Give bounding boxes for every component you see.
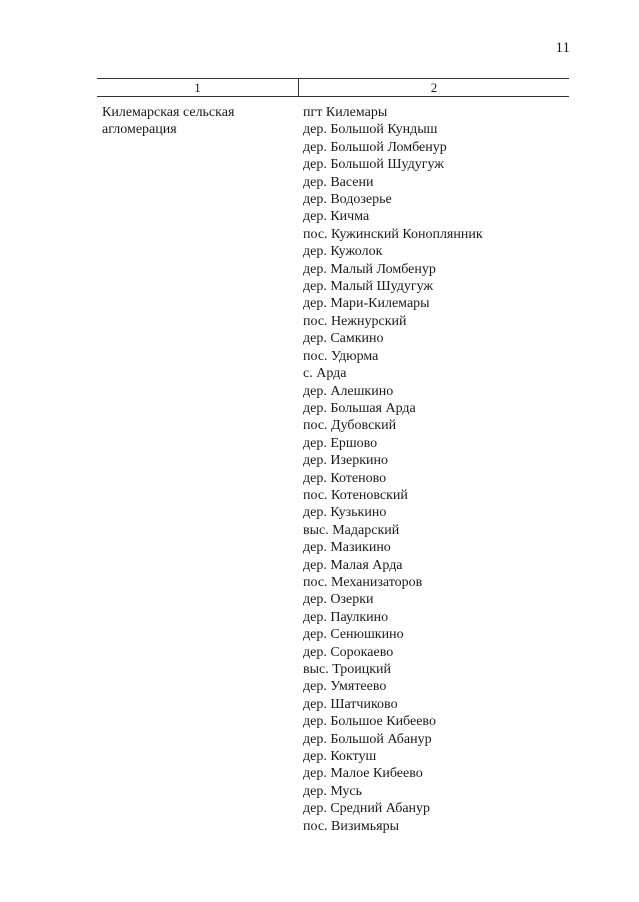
settlement-item: дер. Котеново xyxy=(303,470,387,486)
settlement-item: пгт Килемары xyxy=(303,105,388,120)
settlement-item: с. Арда xyxy=(303,366,347,382)
settlement-item: дер. Сорокаево xyxy=(303,644,394,660)
settlement-item: дер. Кузькино xyxy=(303,505,387,521)
settlement-item: дер. Мазикино xyxy=(303,540,391,556)
settlement-item: дер. Малый Ломбенур xyxy=(303,261,436,277)
settlement-item: выс. Троицкий xyxy=(303,662,392,677)
settlement-item: дер. Малое Кибеево xyxy=(303,766,423,782)
column-header-2: 2 xyxy=(430,80,438,95)
settlement-item: пос. Механизаторов xyxy=(303,574,423,590)
settlement-item: дер. Алешкино xyxy=(303,383,394,399)
settlement-item: дер. Кужолок xyxy=(303,244,383,260)
settlement-item: дер. Самкино xyxy=(303,331,384,347)
settlement-item: дер. Большой Ломбенур xyxy=(303,139,447,155)
settlement-item: дер. Водозерье xyxy=(303,192,392,208)
table-header xyxy=(97,78,569,97)
column-header-1: 1 xyxy=(97,79,299,96)
settlement-item: дер. Малый Шудугуж xyxy=(303,279,434,295)
page-number: 11 xyxy=(555,40,570,56)
settlement-item: дер. Средний Абанур xyxy=(303,801,431,817)
settlement-item: дер. Коктуш xyxy=(303,749,377,765)
settlement-item: дер. Большая Арда xyxy=(303,400,416,416)
settlement-item: дер. Васени xyxy=(303,174,374,190)
settlement-item: дер. Мусь xyxy=(303,783,363,799)
settlement-list xyxy=(303,104,563,835)
settlement-item: пос. Визимьяры xyxy=(303,818,399,834)
settlement-item: дер. Большой Шудугуж xyxy=(303,157,444,173)
settlement-item: пос. Удюрма xyxy=(303,348,379,364)
settlement-item: выс. Мадарский xyxy=(303,522,400,538)
settlement-item: дер. Мари-Килемары xyxy=(303,296,430,312)
settlement-item: дер. Ершово xyxy=(303,435,378,451)
settlement-item: пос. Котеновский xyxy=(303,487,408,503)
settlement-item: дер. Малая Арда xyxy=(303,557,403,573)
settlement-item: дер. Шатчиково xyxy=(303,696,398,712)
settlement-item: дер. Умятеево xyxy=(303,679,387,695)
settlement-item: дер. Большое Кибеево xyxy=(303,714,436,730)
settlement-item: дер. Озерки xyxy=(303,592,374,608)
settlement-item: пос. Кужинский Коноплянник xyxy=(303,226,483,242)
settlement-item: пос. Нежнурский xyxy=(303,313,407,329)
settlement-item: дер. Большой Абанур xyxy=(303,731,432,747)
settlement-item: пос. Дубовский xyxy=(303,418,397,434)
settlement-item: дер. Изеркино xyxy=(303,453,388,469)
settlement-item: дер. Паулкино xyxy=(303,609,389,625)
settlement-item: дер. Кичма xyxy=(303,209,370,225)
settlement-item: дер. Большой Кундыш xyxy=(303,122,438,138)
settlement-item: дер. Сенюшкино xyxy=(303,627,404,643)
agglomeration-name: Килемарская сельская агломерация xyxy=(102,105,235,138)
